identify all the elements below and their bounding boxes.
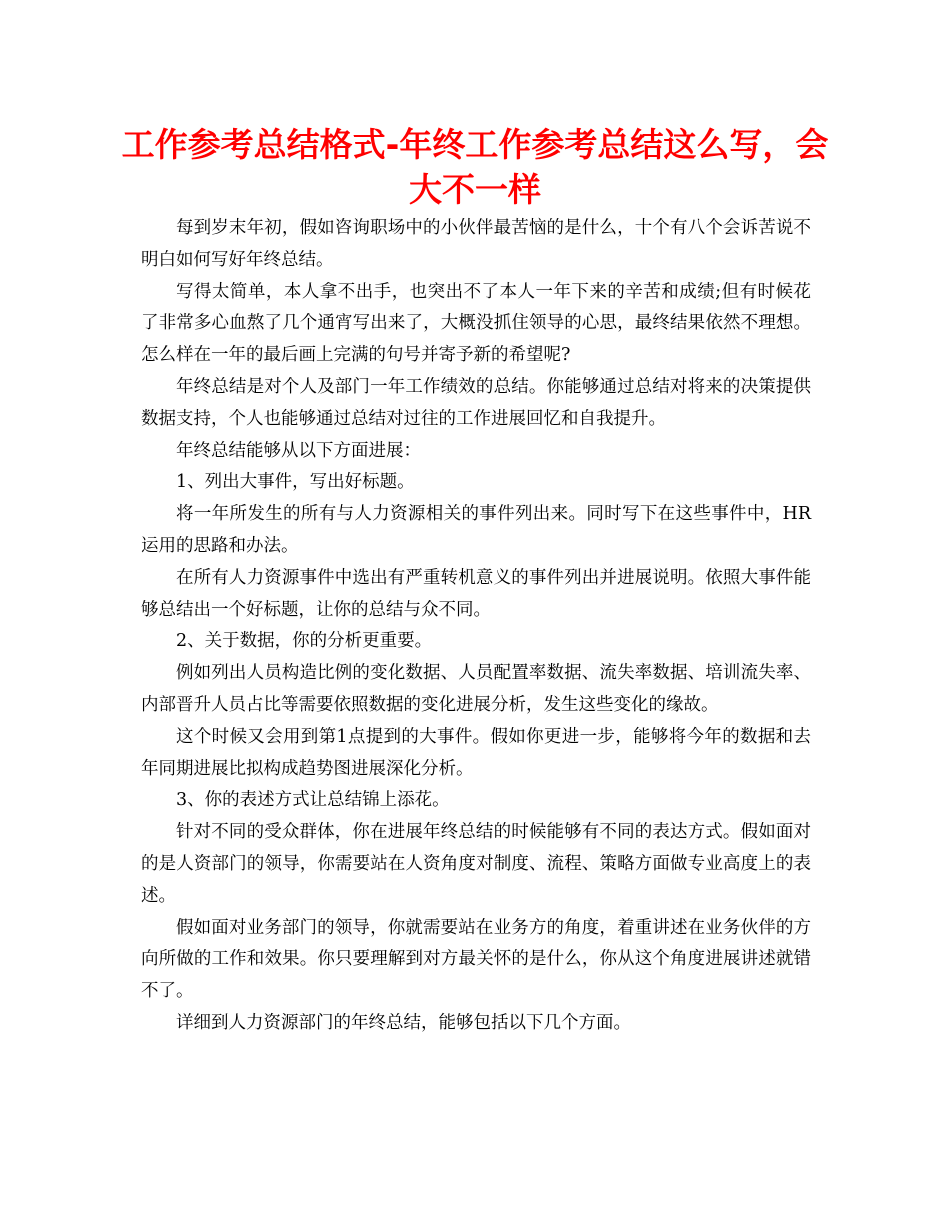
- paragraph-4: 年终总结能够从以下方面进展：: [176, 440, 421, 461]
- paragraph-1: 每到岁末年初，假如咨询职场中的小伙伴最苦恼的是什么，十个有八个会诉苦说不明白如何写好年终总结。: [141, 218, 811, 270]
- section-heading-2: 2、关于数据，你的分析更重要。: [176, 631, 433, 652]
- paragraph-2: 写得太简单，本人拿不出手，也突出不了本人一年下来的辛苦和成绩;但有时候花了非常多心血熬了几个通宵写出来了，大概没抓住领导的心思，最终结果依然不理想。怎么样在一年的最后画上完满的句号并寄予新的希望呢?: [141, 281, 811, 366]
- document-body: [141, 213, 811, 1040]
- paragraph-7: 例如列出人员构造比例的变化数据、人员配置率数据、流失率数据、培训流失率、内部晋升人员占比等需要依照数据的变化进展分析，发生这些变化的缘故。: [141, 663, 811, 715]
- paragraph-11: 详细到人力资源部门的年终总结，能够包括以下几个方面。: [176, 1012, 631, 1033]
- section-heading-1: 1、列出大事件，写出好标题。: [176, 472, 415, 493]
- paragraph-9: 针对不同的受众群体，你在进展年终总结的时候能够有不同的表达方式。假如面对的是人资部门的领导，你需要站在人资角度对制度、流程、策略方面做专业高度上的表述。: [141, 822, 811, 906]
- section-heading-3: 3、你的表述方式让总结锦上添花。: [176, 790, 450, 811]
- paragraph-3: 年终总结是对个人及部门一年工作绩效的总结。你能够通过总结对将来的决策提供数据支持，个人也能够通过总结对过往的工作进展回忆和自我提升。: [141, 376, 811, 429]
- paragraph-6: 在所有人力资源事件中选出有严重转机意义的事件列出并进展说明。依照大事件能够总结出一个好标题，让你的总结与众不同。: [141, 567, 811, 620]
- document-title: 工作参考总结格式-年终工作参考总结这么写，会大不一样: [121, 125, 829, 209]
- paragraph-8: 这个时候又会用到第1点提到的大事件。假如你更进一步，能够将今年的数据和去年同期进展比拟构成趋势图进展深化分析。: [141, 726, 811, 779]
- paragraph-10: 假如面对业务部门的领导，你就需要站在业务方的角度，着重讲述在业务伙伴的方向所做的工作和效果。你只要理解到对方最关怀的是什么，你从这个角度进展讲述就错不了。: [141, 917, 811, 1002]
- paragraph-5: 将一年所发生的所有与人力资源相关的事件列出来。同时写下在这些事件中，HR运用的思路和办法。: [141, 504, 811, 556]
